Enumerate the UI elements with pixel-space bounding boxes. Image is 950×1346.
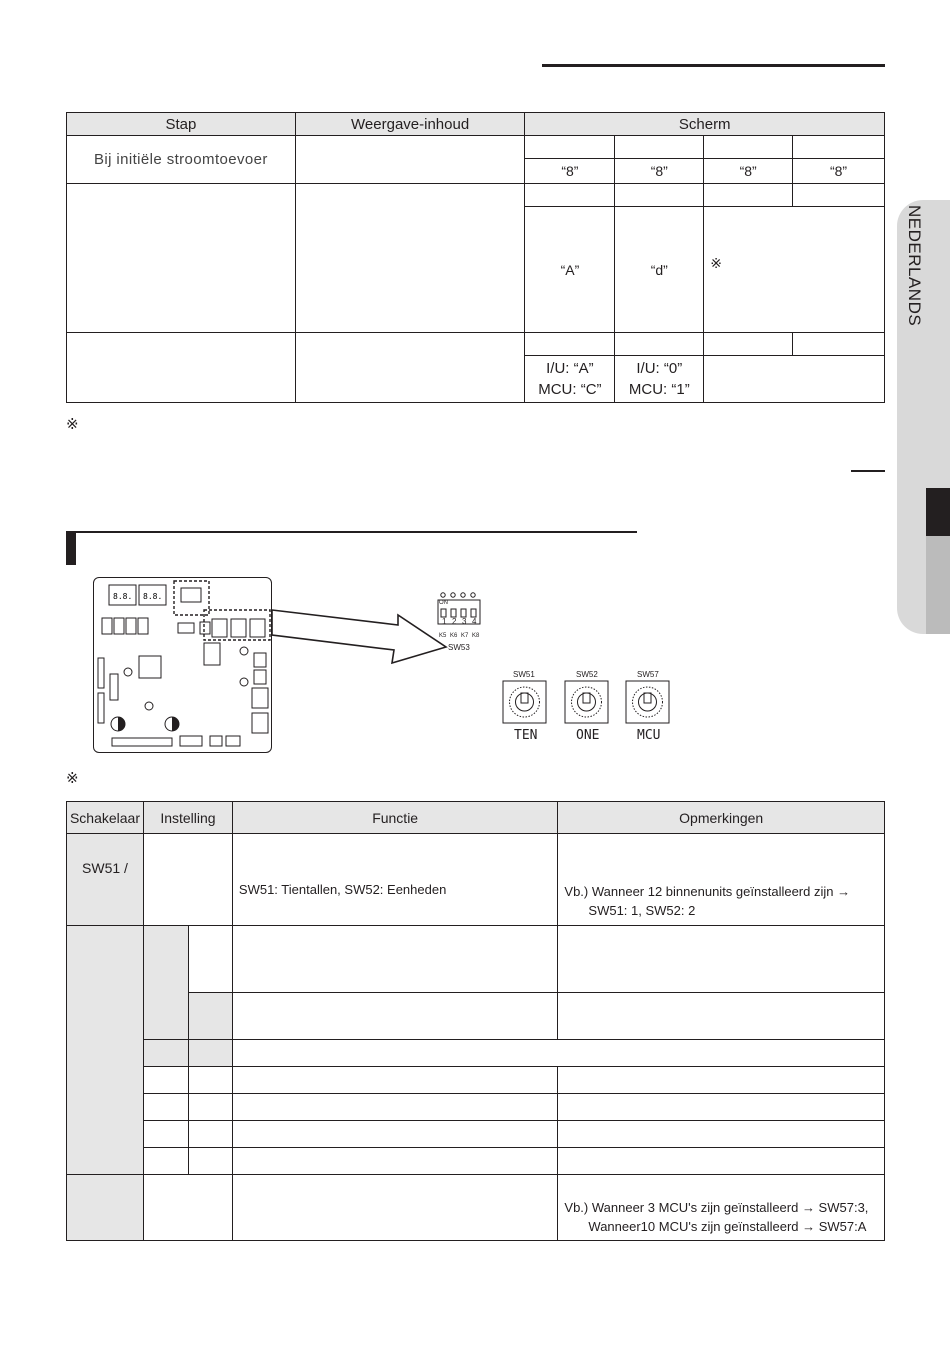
- display-digit: “8”: [615, 159, 704, 184]
- knob-top-label: SW51: [513, 670, 535, 679]
- dip-k-label: K6: [450, 633, 458, 639]
- dip-number: 4: [472, 617, 477, 626]
- remark-sw51: Vb.) Wanneer 12 binnenunits geïnstalleerd zijn → SW51: 1, SW52: 2: [558, 834, 885, 926]
- display-digit: “A”: [525, 207, 615, 333]
- col-header-instelling: Instelling: [143, 802, 232, 834]
- col-header-scherm: Scherm: [525, 113, 885, 136]
- switch-sw53-cell: [67, 926, 144, 1175]
- section-rule: [851, 470, 885, 472]
- knob-bottom-label: MCU: [637, 728, 661, 743]
- dip-k-label: K5: [439, 633, 447, 639]
- header-rule: [542, 64, 885, 67]
- display-digit: “8”: [704, 159, 793, 184]
- remark-sw57: Vb.) Wanneer 3 MCU's zijn geïnstalleerd → SW57:3, Wanneer10 MCU's zijn geïnstalleerd → SW57:A: [558, 1175, 885, 1241]
- pcb-board-diagram: [93, 577, 272, 753]
- dip-switch-label: SW53: [448, 643, 470, 652]
- display-content-cell: [295, 136, 525, 184]
- svg-text:8.8.: 8.8.: [143, 592, 163, 601]
- note-mark: ※: [704, 207, 885, 333]
- switch-sw51-sw52: SW51 /: [67, 834, 144, 926]
- section-heading-bar: [66, 531, 637, 565]
- display-address-iu-mcu: I/U: “0” MCU: “1”: [615, 356, 704, 403]
- function-sw51: SW51: Tientallen, SW52: Eenheden: [232, 834, 558, 926]
- knob-top-label: SW52: [576, 670, 598, 679]
- col-header-weergave: Weergave-inhoud: [295, 113, 525, 136]
- display-digit: “8”: [793, 159, 885, 184]
- rotary-switches-icon: [502, 680, 672, 725]
- col-header-schakelaar: Schakelaar: [67, 802, 144, 834]
- display-digit: “d”: [615, 207, 704, 333]
- svg-text:8.8.: 8.8.: [113, 592, 133, 601]
- knob-top-label: SW57: [637, 670, 659, 679]
- arrow-icon: [270, 605, 450, 665]
- dip-k-label: K8: [472, 633, 480, 639]
- pcb-drawing: [94, 578, 273, 754]
- switch-sw57-cell: [67, 1175, 144, 1241]
- step-cell: [67, 333, 296, 403]
- switch-settings-table: [66, 801, 885, 1241]
- display-content-cell: [295, 184, 525, 333]
- dip-k-label: K7: [461, 633, 469, 639]
- display-digit: “8”: [525, 159, 615, 184]
- display-content-cell: [295, 333, 525, 403]
- display-table: [66, 112, 885, 403]
- col-header-opmerkingen: Opmerkingen: [558, 802, 885, 834]
- step-cell: [67, 184, 296, 333]
- step-initial-power: Bij initiële stroomtoevoer: [67, 136, 296, 184]
- table-note-mark: ※: [66, 416, 79, 433]
- col-header-functie: Functie: [232, 802, 558, 834]
- diagram-note-mark: ※: [66, 770, 79, 787]
- dip-number: 1: [442, 617, 447, 626]
- side-tab-lower: [926, 536, 950, 634]
- knob-bottom-label: ONE: [576, 728, 600, 743]
- dip-number: 3: [462, 617, 467, 626]
- side-tab-marker: [926, 488, 950, 536]
- dip-on-label: ON: [439, 600, 448, 606]
- side-tab-label: NEDERLANDS: [905, 205, 924, 327]
- display-address-iu-mcu: I/U: “A” MCU: “C”: [525, 356, 615, 403]
- knob-bottom-label: TEN: [514, 728, 538, 743]
- col-header-stap: Stap: [67, 113, 296, 136]
- dip-number: 2: [452, 617, 457, 626]
